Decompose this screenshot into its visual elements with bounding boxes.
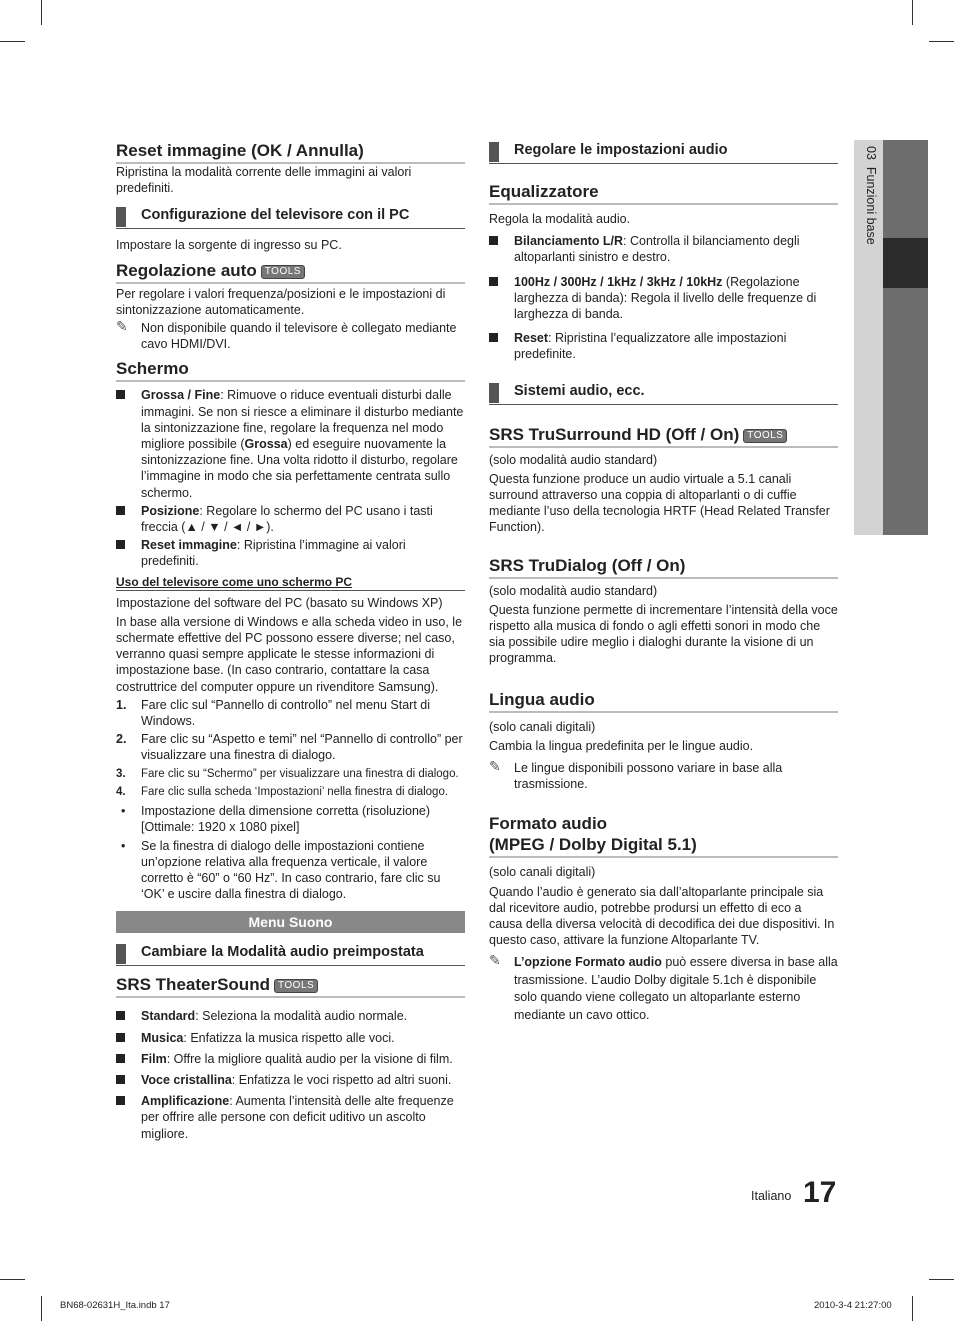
list-item: 3. Fare clic su “Schermo” per visualizzare una finestra di dialogo. bbox=[116, 767, 459, 780]
regolazione-text: Per regolare i valori frequenza/posizioni e le impostazioni di sintonizzazione automaticamente. bbox=[116, 286, 446, 317]
tools-icon: TOOLS bbox=[261, 265, 305, 279]
list-item: Reset immagine: Ripristina l’immagine ai valori predefiniti. bbox=[116, 537, 465, 569]
theater-list bbox=[116, 1008, 465, 1141]
list-item: Film: Offre la migliore qualità audio per la visione di film. bbox=[116, 1051, 465, 1067]
trudialog-heading: SRS TruDialog (Off / On) bbox=[489, 555, 838, 579]
right-column bbox=[489, 140, 838, 1024]
lingua-mode: (solo canali digitali) bbox=[489, 719, 596, 734]
list-item: Reset: Ripristina l’equalizzatore alle impostazioni predefinite. bbox=[489, 330, 838, 362]
tools-icon: TOOLS bbox=[743, 429, 787, 443]
regolazione-note: ✎ Non disponibile quando il televisore è collegato mediante cavo HDMI/DVI. bbox=[116, 318, 457, 352]
note-icon: ✎ bbox=[489, 952, 501, 969]
list-item: • Impostazione della dimensione corretta (risoluzione) [Ottimale: 1920 x 1080 pixel] bbox=[116, 803, 465, 835]
chapter-title: Funzioni base bbox=[864, 166, 878, 245]
cambiare-heading: Cambiare la Modalità audio preimpostata bbox=[116, 942, 465, 966]
list-item: Musica: Enfatizza la musica rispetto alle voci. bbox=[116, 1030, 465, 1046]
schermo-list bbox=[116, 387, 465, 569]
pc-info-text: In base alla versione di Windows e alla scheda video in uso, le schermate effettive del PC possono essere diverse; nel caso, verranno quasi sempre applicate le stesse informazioni di impostazione base. (In caso contrario, contattare la casa costruttrice del computer oppure un rivenditore Samsung). bbox=[116, 614, 463, 694]
crop-mark bbox=[912, 0, 913, 25]
equalizzatore-list bbox=[489, 233, 838, 362]
list-item: 1. Fare clic sul “Pannello di controllo” nel menu Start di Windows. bbox=[116, 697, 431, 729]
config-pc-text: Impostare la sorgente di ingresso su PC. bbox=[116, 238, 342, 253]
crop-mark bbox=[41, 1296, 42, 1321]
chapter-number: 03 bbox=[864, 146, 878, 160]
list-item: 100Hz / 300Hz / 1kHz / 3kHz / 10kHz (Regolazione larghezza di banda): Regola il livello delle frequenze di larghezza di banda. bbox=[489, 274, 838, 323]
side-tab-block bbox=[883, 140, 928, 238]
crop-mark bbox=[912, 1296, 913, 1321]
tools-icon: TOOLS bbox=[274, 979, 318, 993]
list-item: • Se la finestra di dialogo delle impostazioni contiene un’opzione relativa alla frequenza verticale, il valore corretto è “60” o “60 Hz”. In caso contrario, fare clic su ‘OK’ e uscire dalla finestra di dialogo. bbox=[116, 838, 465, 903]
trusurround-text: Questa funzione produce un audio virtuale a 5.1 canali surround attraverso una coppia di altoparlanti o di cuffie mediante l’uso della tecnologia HRTF (Head Related Transfer Function). bbox=[489, 471, 830, 535]
reset-heading: Reset immagine (OK / Annulla) bbox=[116, 140, 465, 164]
page-number: 17 bbox=[803, 1176, 837, 1209]
side-tab-block bbox=[883, 288, 928, 535]
formato-mode: (solo canali digitali) bbox=[489, 865, 596, 880]
regolare-heading: Regolare le impostazioni audio bbox=[489, 140, 838, 164]
list-item: Standard: Seleziona la modalità audio normale. bbox=[116, 1008, 465, 1024]
equalizzatore-heading: Equalizzatore bbox=[489, 181, 838, 205]
crop-mark bbox=[41, 0, 42, 25]
side-tab-marker bbox=[883, 238, 928, 288]
lingua-note: ✎ Le lingue disponibili possono variare in base alla trasmissione. bbox=[489, 758, 783, 792]
list-item: Voce cristallina: Enfatizza le voci rispetto ad altri suoni. bbox=[116, 1072, 465, 1088]
formato-heading: Formato audio (MPEG / Dolby Digital 5.1) bbox=[489, 813, 838, 858]
formato-text: Quando l’audio è generato sia dall’altoparlante principale sia dal ricevitore audio, potrebbe prodursi un effetto di eco a causa della diversa velocità di decodifica dei due dispositivi. In questo caso, attivare la funzione Altoparlante TV. bbox=[489, 884, 835, 948]
schermo-heading: Schermo bbox=[116, 358, 465, 382]
crop-mark bbox=[0, 41, 25, 42]
lingua-heading: Lingua audio bbox=[489, 689, 838, 713]
theater-heading: SRS TheaterSound TOOLS bbox=[116, 974, 465, 998]
list-item: 4. Fare clic sulla scheda ‘Impostazioni’ nella finestra di dialogo. bbox=[116, 785, 449, 798]
footer-language: Italiano bbox=[751, 1189, 792, 1203]
note-icon: ✎ bbox=[116, 318, 128, 335]
sub-heading: Uso del televisore come uno schermo PC bbox=[116, 574, 465, 591]
lingua-text: Cambia la lingua predefinita per le lingue audio. bbox=[489, 738, 754, 753]
regolazione-heading: Regolazione auto TOOLS bbox=[116, 260, 465, 284]
menu-suono-band: Menu Suono bbox=[116, 911, 465, 933]
footer-file: BN68-02631H_Ita.indb 17 bbox=[60, 1300, 170, 1311]
steps-list bbox=[116, 697, 465, 800]
trudialog-mode: (solo modalità audio standard) bbox=[489, 583, 658, 598]
footer-timestamp: 2010-3-4 21:27:00 bbox=[814, 1300, 892, 1311]
list-item: Amplificazione: Aumenta l’intensità delle alte frequenze per offrire alle persone con deficit uditivo un ascolto migliore. bbox=[116, 1093, 465, 1142]
pc-software-text: Impostazione del software del PC (basato su Windows XP) bbox=[116, 595, 443, 610]
list-item: Grossa / Fine: Rimuove o riduce eventuali disturbi dalle immagini. Se non si riesce a eliminare il disturbo mediante la sintonizzazione fine, regolare la frequenza nel modo migliore possibile (Grossa) ed eseguire nuovamente la sintonizzazione fine. Una volta ridotto il disturbo, regolare l’immagine in modo che sia perfettamente centrata sullo schermo. bbox=[116, 387, 465, 500]
config-pc-heading: Configurazione del televisore con il PC bbox=[116, 205, 465, 229]
trusurround-mode: (solo modalità audio standard) bbox=[489, 452, 658, 467]
list-item: Posizione: Regolare lo schermo del PC usano i tasti freccia (▲ / ▼ / ◄ / ►). bbox=[116, 503, 465, 535]
bullet-list bbox=[116, 803, 465, 902]
formato-note: ✎ L’opzione Formato audio può essere diversa in base alla trasmissione. L’audio Dolby digitale 5.1ch è disponibile solo quando viene collegato un altoparlante esterno mediante un cavo ottico. bbox=[489, 952, 838, 1022]
list-item: 2. Fare clic su “Aspetto e temi” nel “Pannello di controllo” per visualizzare una finestra di dialogo. bbox=[116, 732, 463, 763]
crop-mark bbox=[929, 1279, 954, 1280]
left-column bbox=[116, 140, 465, 1142]
trudialog-text: Questa funzione permette di incrementare l’intensità della voce rispetto alla musica di fondo o agli effetti sonori in modo che sia possibile udire meglio i dialoghi durante la visione di un programma. bbox=[489, 602, 838, 666]
trusurround-heading: SRS TruSurround HD (Off / On) TOOLS bbox=[489, 424, 838, 448]
sistemi-heading: Sistemi audio, ecc. bbox=[489, 381, 838, 405]
equalizzatore-text: Regola la modalità audio. bbox=[489, 212, 631, 226]
list-item: Bilanciamento L/R: Controlla il bilanciamento degli altoparlanti sinistro e destro. bbox=[489, 233, 838, 265]
crop-mark bbox=[0, 1279, 25, 1280]
crop-mark bbox=[929, 41, 954, 42]
note-icon: ✎ bbox=[489, 758, 501, 775]
side-tab-label bbox=[858, 146, 878, 245]
reset-text: Ripristina la modalità corrente delle immagini ai valori predefiniti. bbox=[116, 165, 412, 196]
